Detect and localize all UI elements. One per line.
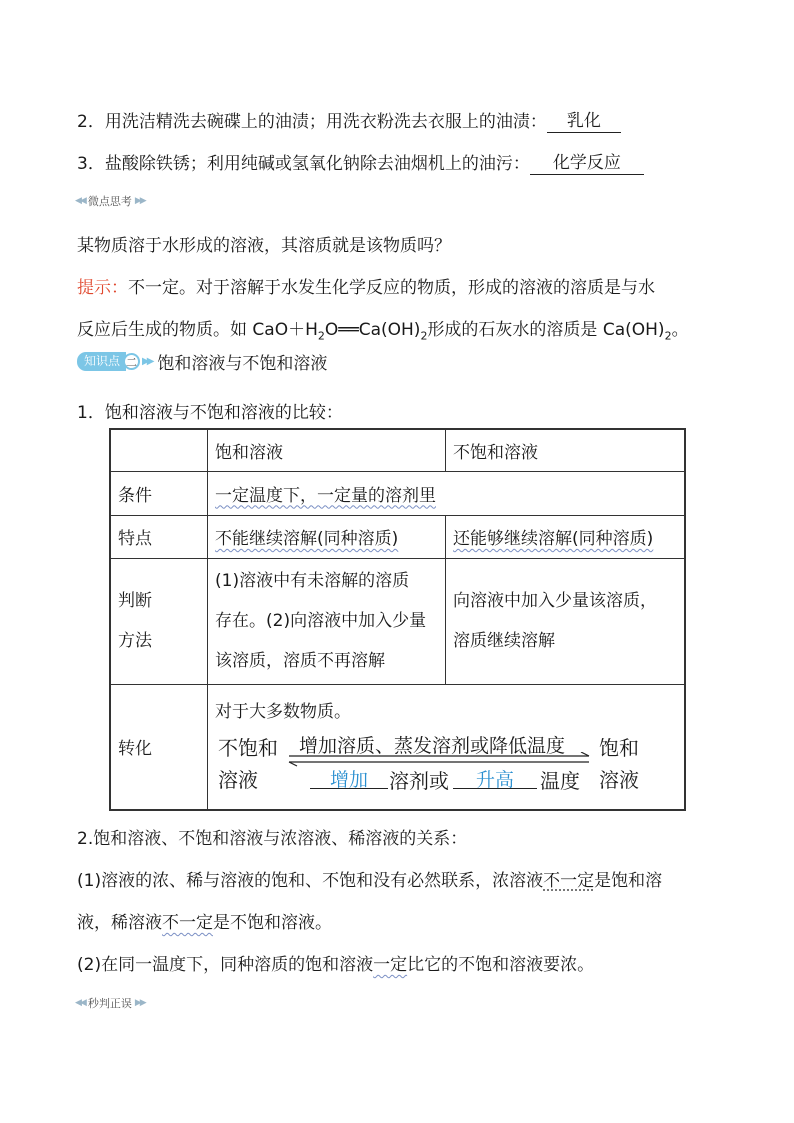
triangle-arrows-icon: ▶▶ [142,355,152,367]
left-arrows-icon-2: ◀◀ [75,998,85,1008]
hint-sub-oh2-b: 2 [664,329,672,343]
section-2-title: 2.饱和溶液、不饱和溶液与浓溶液、稀溶液的关系： [77,829,468,849]
conv-top-label: 增加溶质、蒸发溶剂或降低温度 [299,735,566,757]
condition-value [208,471,686,515]
method-saturated-line-3: 该溶质，溶质不再溶解 [215,651,385,671]
method-label-2: 方法 [118,631,152,651]
method-unsaturated-line-2: 溶质继续溶解 [453,631,555,651]
table-header-saturated: 饱和溶液 [208,429,446,471]
relation-2-part-a: (2)在同一温度下，同种溶质的饱和溶液 [77,955,374,975]
feature-unsaturated [446,515,686,558]
feature-saturated [208,515,446,558]
table-header-unsaturated: 不饱和溶液 [446,429,686,471]
hint-sub-h2: 2 [317,329,325,343]
relation-2 [77,950,594,975]
section-tag-judge [75,995,145,1011]
section-1-title: 1．饱和溶液与不饱和溶液的比较： [77,403,343,423]
right-arrows-icon: ▶▶ [134,196,145,206]
hint-line-2-part-c: 形成的石灰水的溶质是 Ca(OH) [427,320,665,340]
relation-1-emphasis-1: 不一定 [543,871,595,891]
condition-value-text: 一定温度下，一定量的溶剂里 [215,485,436,506]
method-label-1: 判断 [118,591,152,611]
conv-right-1: 饱和 [599,737,639,760]
relation-1-line-1 [77,866,662,891]
item-2-answer-blank [547,107,621,133]
table-header-row [110,429,685,471]
relation-1-emphasis-2: 不一定 [162,913,213,933]
table-row-method [110,558,685,684]
table-header-empty [110,429,208,471]
convert-intro: 对于大多数物质。 [215,701,351,722]
conv-blank-2-answer: 升高 [475,769,514,791]
hint-line-2-part-b: O══Ca(OH) [324,320,421,340]
section-tag-think [75,193,145,209]
condition-label: 条件 [110,471,208,515]
left-arrows-icon: ◀◀ [75,196,85,206]
convert-label: 转化 [110,684,208,810]
relation-1-part-f: 是不饱和溶液。 [213,913,332,933]
knowledge-point-badge: 知识点 [77,352,126,371]
comparison-table [109,428,686,811]
feature-saturated-text: 不能继续溶解(同种溶质) [215,529,399,549]
method-unsaturated-line-1: 向溶液中加入少量该溶质， [453,591,657,611]
item-2 [77,107,621,133]
conv-bottom-mid: 溶剂或 [389,770,449,793]
question-text: 某物质溶于水形成的溶液，其溶质就是该物质吗？ [77,236,451,256]
item-3-answer: 化学反应 [552,153,621,173]
relation-2-part-c: 比它的不饱和溶液要浓。 [407,955,595,975]
method-label [110,558,208,684]
conv-blank-1 [310,765,388,789]
feature-unsaturated-text: 还能够继续溶解(同种溶质) [453,529,654,549]
hint-line-1 [77,273,655,298]
conv-left-2: 溶液 [218,769,258,792]
relation-1-line-2 [77,908,332,933]
knowledge-point-header [77,352,328,374]
conv-blank-1-answer: 增加 [329,769,368,791]
item-3-text: 3．盐酸除铁锈；利用纯碱或氢氧化钠除去油烟机上的油污： [77,154,530,174]
relation-1-part-a: (1)溶液的浓、稀与溶液的饱和、不饱和没有必然联系，浓溶液 [77,871,544,891]
method-saturated [208,558,446,684]
conv-bottom-end: 温度 [540,770,580,793]
feature-label: 特点 [110,515,208,558]
knowledge-point-number: 二 [123,353,140,370]
hint-line-2-part-d: 。 [671,320,689,340]
method-saturated-line-1: (1)溶液中有未溶解的溶质 [215,571,410,591]
item-3 [77,149,644,175]
item-2-answer: 乳化 [566,111,601,131]
hint-line-2-part-a: 反应后生成的物质。如 CaO＋H [77,320,318,340]
conv-right-2: 溶液 [599,769,639,792]
hint-sub-oh2: 2 [420,329,428,343]
table-row-feature [110,515,685,558]
conversion-diagram [215,722,684,806]
section-tag-think-label: 微点思考 [87,195,132,208]
item-3-answer-blank [530,149,644,175]
item-2-text: 2．用洗洁精洗去碗碟上的油渍；用洗衣粉洗去衣服上的油渍： [77,112,547,132]
conv-blank-2 [453,765,537,789]
table-row-convert [110,684,685,810]
hint-line-1-text: 不一定。对于溶解于水发生化学反应的物质，形成的溶液的溶质是与水 [128,278,655,298]
convert-cell [208,684,686,810]
hint-label: 提示： [77,278,128,298]
relation-1-part-c: 是饱和溶 [594,871,663,891]
method-unsaturated [446,558,686,684]
section-tag-judge-label: 秒判正误 [87,997,132,1010]
right-arrows-icon-2: ▶▶ [134,998,145,1008]
table-row-condition [110,471,685,515]
hint-line-2 [77,315,689,342]
relation-1-part-d: 液，稀溶液 [77,913,162,933]
conv-left-1: 不饱和 [218,737,278,760]
knowledge-point-title: 饱和溶液与不饱和溶液 [157,353,328,374]
method-saturated-line-2: 存在。(2)向溶液中加入少量 [215,611,427,631]
relation-2-emphasis: 一定 [373,955,408,975]
